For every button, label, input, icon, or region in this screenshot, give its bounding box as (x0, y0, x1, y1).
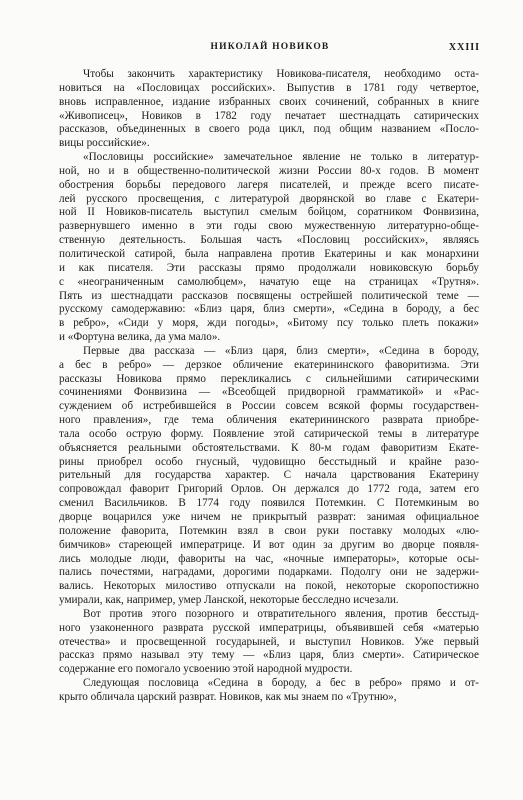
text-line: рассказов, объединенных в своего рода цикл, под общим названием «Посло- (59, 123, 479, 136)
text-line: суждением об истребившейся в России совсем всякой формы государствен- (59, 400, 479, 413)
text-line: развернувшего именно в эти годы свою мужественную литературно-обще- (59, 220, 479, 233)
text-line: русскому самодержавию: «Близ царя, близ смерти», «Седина в бороду, а бес (59, 303, 479, 316)
paragraph (59, 68, 479, 151)
paragraph (59, 608, 479, 677)
text-line: ного правления», где тема обличения екатерининского разврата приобре- (59, 414, 479, 427)
text-line: тала особо острую форму. Появление этой сатирической темы в литературе (59, 427, 479, 440)
text-line: ной II Новиков-писатель выступил смелым бойцом, соратником Фонвизина, (59, 206, 479, 219)
paragraph (59, 151, 479, 345)
text-line: Следующая пословица «Седина в бороду, а бес в ребро» прямо и от- (83, 677, 479, 690)
text-line: пались почестями, наградами, дорогими подарками. Подолгу они не задержи- (59, 566, 479, 579)
text-line: отечества» и просвещенной государыней, и выступил Новиков. Уже первый (59, 635, 479, 648)
text-line: и «Фортуна велика, да ума мало». (59, 331, 221, 344)
text-line: сочинениями Фонвизина — «Всеобщей придворной грамматикой» и «Рас- (59, 386, 479, 399)
paragraph (59, 345, 479, 608)
text-line: объясняется реальными обстоятельствами. К 80-м годам фаворитизм Екате- (59, 441, 479, 454)
page-number: XXIII (448, 42, 480, 53)
text-line: положение фаворита, Потемкин взял в свои руки поставку молодых «лю- (59, 524, 479, 537)
text-line: вновь исправленное, издание избранных своих сочинений, собранных в книге (59, 95, 479, 108)
text-line: «Пословицы российские» замечательное явление не только в литератур- (83, 151, 479, 164)
text-line: Чтобы закончить характеристику Новикова-писателя, необходимо оста- (83, 68, 479, 80)
running-title: НИКОЛАЙ НОВИКОВ (210, 42, 330, 52)
text-line: содержание его помогало усвоению этой народной мудрости. (59, 663, 353, 676)
paragraph (59, 677, 479, 705)
text-line: лей русского просвещения, с литературой дворянской во главе с Екатери- (59, 192, 479, 205)
text-line: рассказы Новикова прямо перекликались с сильнейшими сатирическими (59, 372, 479, 385)
text-line: ной, но и в общественно-политической жизни России 80-х годов. В момент (59, 164, 479, 177)
text-line: лись молодые люди, фавориты на час, «ночные императоры», которые осы- (59, 552, 479, 565)
text-line: обострения борьбы передового лагеря писателей, и прежде всего писате- (59, 178, 479, 191)
text-line: новиться на «Пословицах российских». Выпустив в 1781 году четвертое, (59, 81, 479, 94)
text-line: ного узаконенного разврата русской императрицы, объявившей себя «матерью (59, 621, 479, 634)
text-line: вицы российские». (59, 137, 150, 150)
text-line: а бес в ребро» — дерзкое обличение екатерининского фаворитизма. Эти (59, 358, 479, 371)
text-line: сменил Васильчиков. В 1774 году появился Потемкин. С Потемкиным во (59, 497, 479, 510)
text-line: вались. Некоторых милостиво отпускали на покой, некоторые скоропостижно (59, 580, 479, 593)
text-line: дворце воцарился уже ничем не прикрытый разврат: занимая официальное (59, 511, 479, 523)
running-head (60, 42, 480, 56)
text-line: политической сатирой, была направлена против Екатерины и как монархини (59, 247, 479, 260)
text-line: крыто обличала царский разврат. Новиков, как мы знаем по «Трутню», (59, 690, 397, 703)
text-line: Пять из шестнадцати рассказов посвящены острейшей политической теме — (59, 289, 479, 302)
text-line: рительный для государства характер. С начала царствования Екатерину (59, 469, 479, 482)
text-line: рассказ прямо называл эту тему — «Близ царя, близ смерти». Сатирическое (59, 649, 479, 662)
text-line: в ребро», «Сиди у моря, жди погоды», «Битому псу только плеть покажи» (59, 317, 479, 330)
text-line: Первые два рассказа — «Близ царя, близ смерти», «Седина в бороду, (83, 344, 479, 357)
text-line: с «неограниченным самолюбцем», начатую еще на страницах «Трутня». (59, 275, 479, 288)
text-line: рины приобрел особо гнусный, чудовищно бесстыдный и крайне разо- (59, 455, 479, 468)
text-line: и как писателя. Эти рассказы прямо продолжали новиковскую борьбу (59, 261, 479, 274)
text-line: бимчиков» стареющей императрице. И вот один за другим во дворце появля- (59, 538, 479, 551)
text-line: «Живописец», Новиков в 1782 году печатает шестнадцать сатирических (59, 109, 479, 122)
text-line: Вот против этого позорного и отвратительного явления, против бесстыд- (83, 607, 479, 620)
text-line: умирали, как, например, умер Ланской, некоторые бесследно исчезали. (59, 594, 399, 607)
text-line: сопровождал фаворит Григорий Орлов. Он держался до 1772 года, затем его (59, 483, 479, 496)
text-line: ственную деятельность. Большая часть «Пословиц российских», являясь (59, 234, 479, 247)
body-text (59, 68, 479, 705)
